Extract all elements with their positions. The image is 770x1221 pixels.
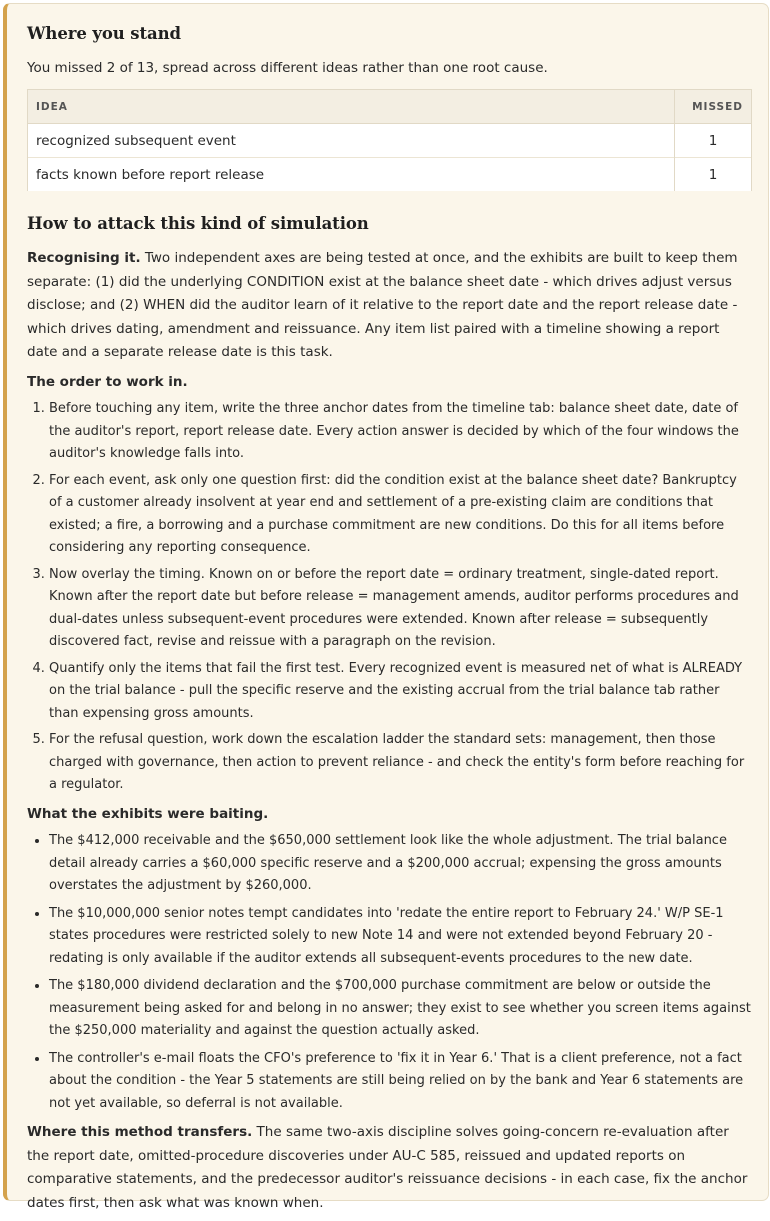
list-item: • The $412,000 receivable and the $650,000 settlement look like the whole adjustment. The trial balance detail already carries a $60,000 specific reserve and a $200,000 accrual; expensing the gross amounts overstates the adjustment by $260,000.	[49, 830, 752, 898]
missed-ideas-table	[27, 89, 752, 191]
order-heading: The order to work in.	[27, 373, 188, 390]
list-item: 5. For the refusal question, work down the escalation ladder the standard sets: management, then those charged with governance, then action to prevent reliance - and check the entity's form before reaching for a regulator.	[49, 729, 752, 797]
column-header-idea: IDEA	[28, 90, 675, 124]
list-item: 4. Quantify only the items that fail the first test. Every recognized event is measured net of what is ALREADY on the trial balance - pull the specific reserve and the existing accrual from the trial balance tab rather than expensing gross amounts.	[49, 658, 752, 726]
table-header-row	[28, 90, 752, 124]
transfer-lead: Where this method transfers.	[27, 1124, 253, 1140]
recognise-lead: Recognising it.	[27, 250, 141, 266]
transfer-text: The same two-axis discipline solves going-concern re-evaluation after the report date, omitted-procedure discoveries under AU-C 585, reissued and updated reports on comparative statements, and the predecessor auditor's reissuance decisions - in each case, fix the anchor dates first, then ask what was known when.	[27, 1124, 748, 1211]
transfer-paragraph	[27, 1121, 752, 1215]
attack-heading: How to attack this kind of simulation	[27, 214, 369, 233]
idea-cell: facts known before report release	[28, 158, 675, 192]
missed-count-cell: 1	[675, 158, 752, 192]
table-row	[28, 124, 752, 158]
recognise-text: Two independent axes are being tested at once, and the exhibits are built to keep them separate: (1) did the underlying CONDITION exist at the balance sheet date - which drives adjust versus disclose; and (2) WHEN did the auditor learn of it relative to the report date and the report release date - which drives dating, amendment and reissuance. Any item list paired with a timeline showing a report date and a separate release date is this task.	[27, 250, 738, 360]
list-item: 1. Before touching any item, write the three anchor dates from the timeline tab: balance sheet date, date of the auditor's report, report release date. Every action answer is decided by which of the four windows the auditor's knowledge falls into.	[49, 398, 752, 466]
bait-heading: What the exhibits were baiting.	[27, 805, 269, 822]
list-item: • The $10,000,000 senior notes tempt candidates into 'redate the entire report to February 24.' W/P SE-1 states procedures were restricted solely to new Note 14 and were not extended beyond February 20 - redating is only available if the auditor extends all subsequent-events procedures to the new date.	[49, 903, 752, 971]
table-row	[28, 158, 752, 192]
list-item: • The controller's e-mail floats the CFO's preference to 'fix it in Year 6.' That is a client preference, not a fact about the condition - the Year 5 statements are still being relied on by the bank and Year 6 statements are not yet available, so deferral is not available.	[49, 1048, 752, 1116]
list-item: 2. For each event, ask only one question first: did the condition exist at the balance sheet date? Bankruptcy of a customer already insolvent at year end and settlement of a pre-existing claim are conditions that existed; a fire, a borrowing and a purchase commitment are new conditions. Do this for all items before considering any reporting consequence.	[49, 470, 752, 560]
attack-body	[27, 247, 752, 1215]
bait-list	[27, 830, 752, 1115]
recognise-paragraph	[27, 247, 752, 365]
idea-cell: recognized subsequent event	[28, 124, 675, 158]
feedback-card	[3, 3, 769, 1211]
missed-count-cell: 1	[675, 124, 752, 158]
column-header-missed: MISSED	[675, 90, 752, 124]
where-you-stand-heading: Where you stand	[27, 24, 181, 43]
order-list	[27, 398, 752, 797]
list-item: • The $180,000 dividend declaration and the $700,000 purchase commitment are below or outside the measurement being asked for and belong in no answer; they exist to see whether you screen items against the $250,000 materiality and against the question actually asked.	[49, 975, 752, 1043]
list-item: 3. Now overlay the timing. Known on or before the report date = ordinary treatment, single-dated report. Known after the report date but before release = management amends, auditor performs procedures and dual-dates unless subsequent-event procedures were extended. Known after release = subsequently discovered fact, revise and reissue with a paragraph on the revision.	[49, 564, 752, 654]
missed-summary: You missed 2 of 13, spread across different ideas rather than one root cause.	[27, 60, 548, 76]
